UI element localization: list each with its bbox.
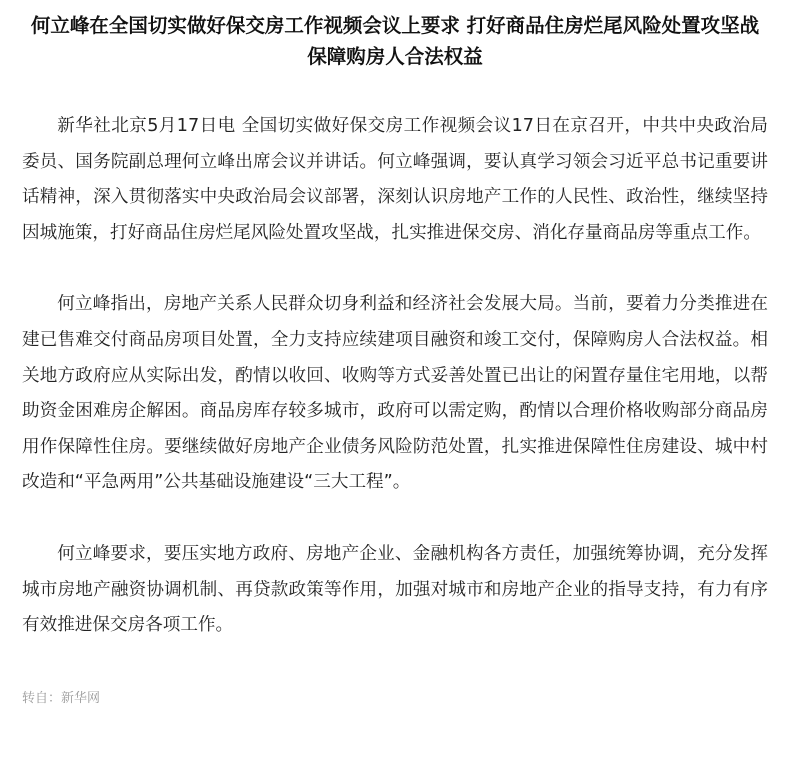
source-attribution: 转自：新华网 (22, 691, 101, 706)
title-line-2: 保障购房人合法权益 (307, 45, 483, 68)
paragraph-1: 新华社北京5月17日电 全国切实做好保交房工作视频会议17日在京召开，中共中央政治局委员、国务院副总理何立峰出席会议并讲话。何立峰强调，要认真学习领会习近平总书记重要讲话精神，深入贯彻落实中央政治局会议部署，深刻认识房地产工作的人民性、政治性，继续坚持因城施策，打好商品住房烂尾风险处置攻坚战，扎实推进保交房、消化存量商品房等重点工作。 (22, 116, 768, 243)
article (22, 0, 768, 644)
paragraph-3: 何立峰要求，要压实地方政府、房地产企业、金融机构各方责任，加强统筹协调，充分发挥城市房地产融资协调机制、再贷款政策等作用，加强对城市和房地产企业的指导支持，有力有序有效推进保交房各项工作。 (22, 543, 768, 636)
paragraph-2: 何立峰指出，房地产关系人民群众切身利益和经济社会发展大局。当前，要着力分类推进在建已售难交付商品房项目处置，全力支持应续建项目融资和竣工交付，保障购房人合法权益。相关地方政府应从实际出发，酌情以收回、收购等方式妥善处置已出让的闲置存量住宅用地，以帮助资金困难房企解困。商品房库存较多城市，政府可以需定购，酌情以合理价格收购部分商品房用作保障性住房。要继续做好房地产企业债务风险防范处置，扎实推进保障性住房建设、城中村改造和“平急两用”公共基础设施建设“三大工程”。 (22, 294, 768, 493)
article-title (22, 0, 768, 72)
title-line-1: 何立峰在全国切实做好保交房工作视频会议上要求 打好商品住房烂尾风险处置攻坚战 (30, 14, 760, 37)
